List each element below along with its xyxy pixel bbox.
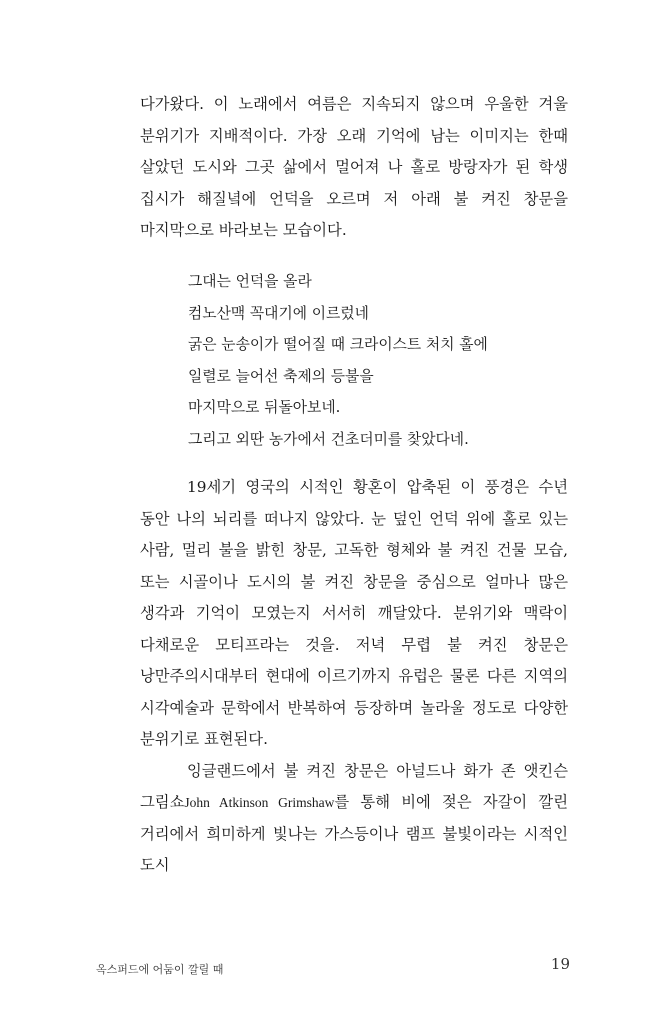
verse-line: 일렬로 늘어선 축제의 등불을 — [188, 367, 374, 385]
paragraph-text — [140, 756, 568, 882]
paragraph-text-part: 잉글랜드에서 불 켜진 창문은 아널드나 화가 존 앳킨슨 그림쇼 — [140, 761, 568, 811]
page-number: 19 — [550, 955, 570, 973]
paragraph-continued — [140, 89, 568, 247]
paragraph-text: 다가왔다. 이 노래에서 여름은 지속되지 않으며 우울한 겨울 분위기가 지배적이다. 가장 오래 기억에 남는 이미지는 한때 살았던 도시와 그곳 삶에서 멀어져 나 홀로 방랑자가 된 학생 집시가 해질녘에 언덕을 오르며 저 아래 불 켜진 창문을 마지막으로 바라보는 모습이다. — [140, 95, 568, 239]
paragraph-text: 19세기 영국의 시적인 황혼이 압축된 이 풍경은 수년 동안 나의 뇌리를 떠나지 않았다. 눈 덮인 언덕 위에 홀로 있는 사람, 멀리 불을 밝힌 창문, 고독한 형체와 불 켜진 건물 모습, 또는 시골이나 도시의 불 켜진 창문을 중심으로 얼마나 많은 생각과 기억이 모였는지 서서히 깨달았다. 분위기와 맥락이 다채로운 모티프라는 것을. 저녁 무렵 불 켜진 창문은 낭만주의시대부터 현대에 이르기까지 유럽은 물론 다른 지역의 시각예술과 문학에서 반복하여 등장하며 놀라울 정도로 다양한 분위기로 표현된다. — [140, 478, 568, 748]
paragraph-text-part: 를 통해 비에 젖은 자갈이 깔린 거리에서 희미하게 빛나는 가스등이나 램프 불빛이라는 시적인 도시 — [140, 793, 568, 874]
verse-line: 굵은 눈송이가 떨어질 때 크라이스트 처치 홀에 — [188, 336, 488, 353]
verse-line: 그대는 언덕을 올라 — [188, 273, 312, 290]
verse-line: 마지막으로 뒤돌아보네. — [188, 399, 341, 416]
verse-line: 컴노산맥 꼭대기에 이르렀네 — [188, 304, 369, 322]
verse-block — [188, 266, 488, 455]
latin-name: John Atkinson Grimshaw — [184, 795, 335, 810]
verse-line: 그리고 외딴 농가에서 건초더미를 찾았다네. — [188, 430, 469, 448]
running-footer-title: 옥스퍼드에 어둠이 깔릴 때 — [96, 963, 224, 976]
paragraph-group — [140, 472, 568, 882]
